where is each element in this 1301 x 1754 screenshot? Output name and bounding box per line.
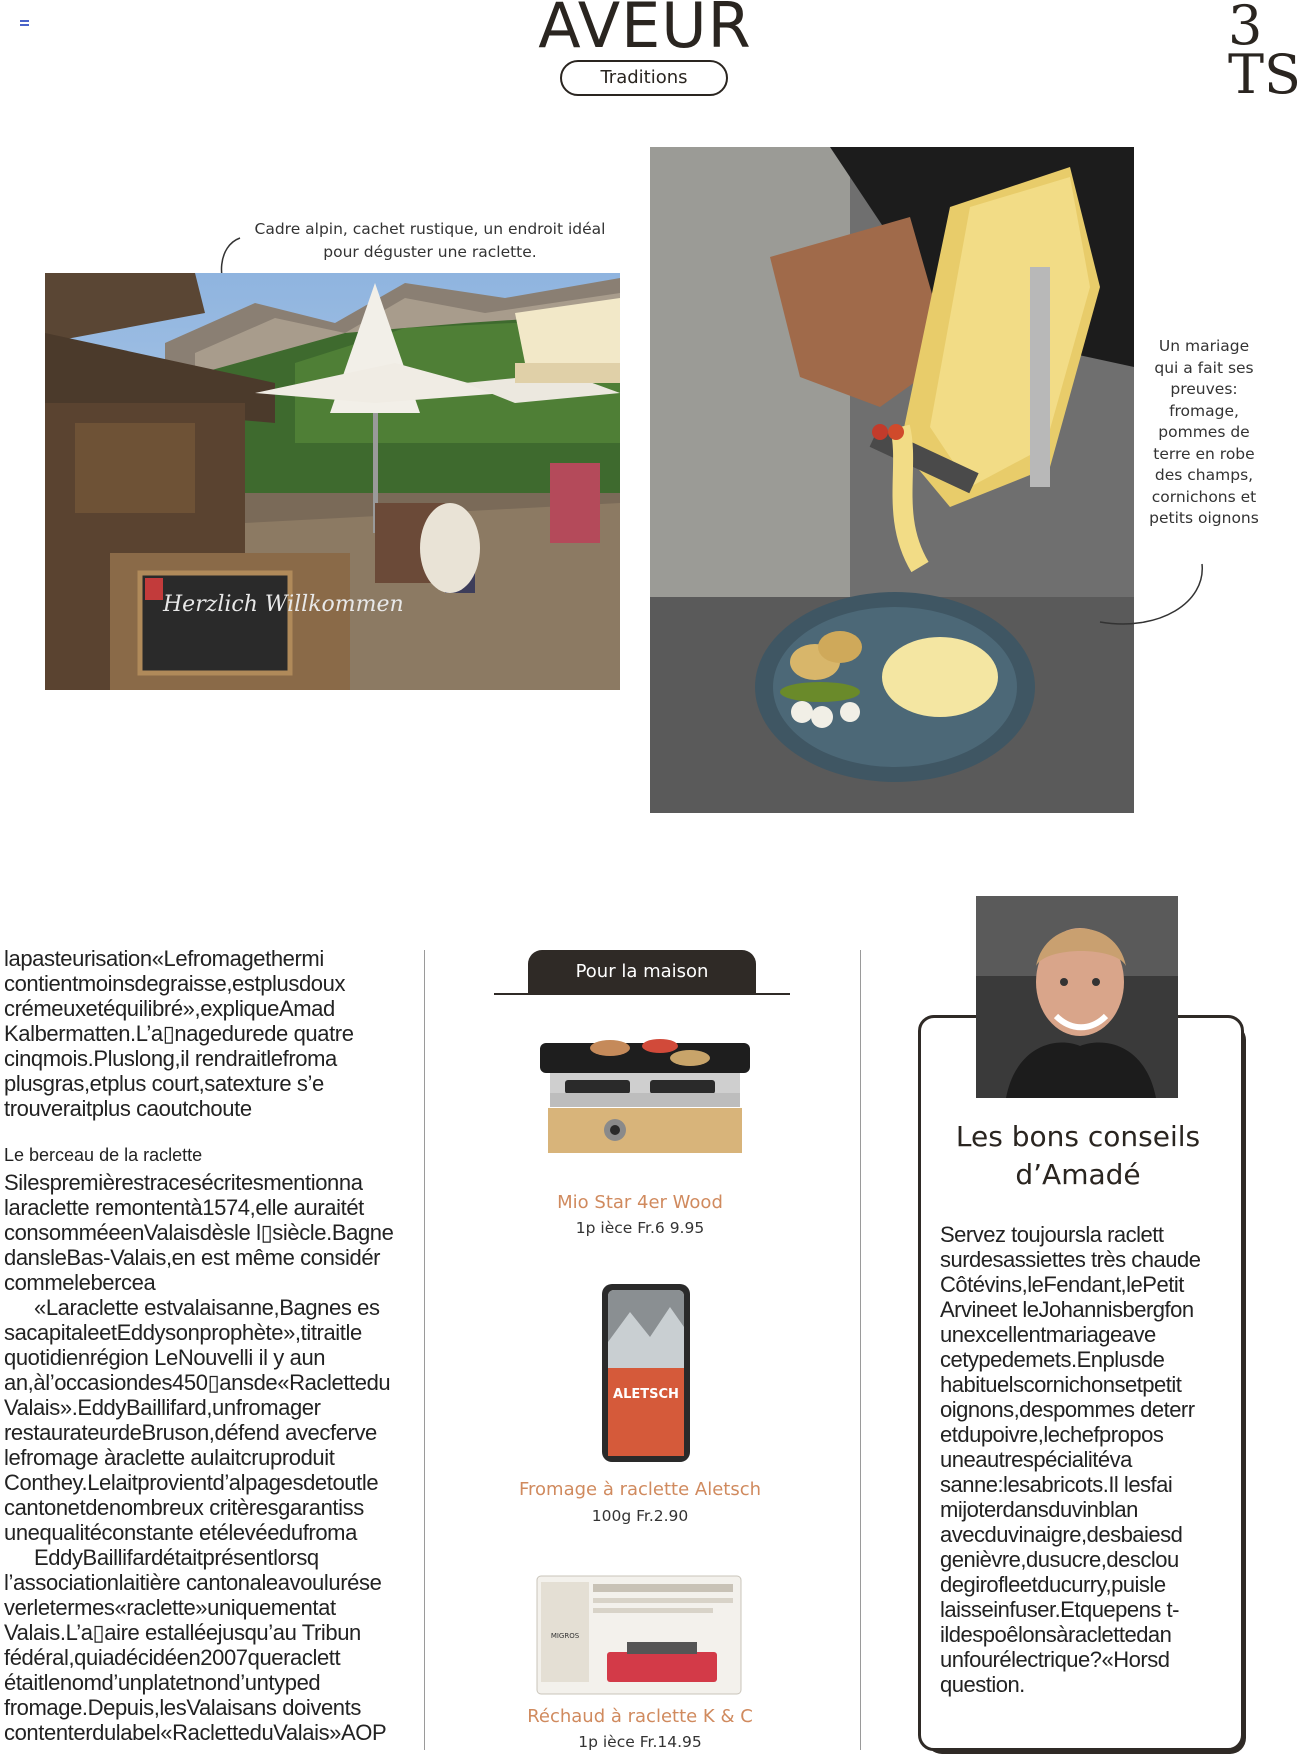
page-number (1228, 0, 1301, 106)
section-tag: Traditions (560, 60, 728, 96)
photo-caption-left: Cadre alpin, cachet rustique, un endroit idéal pour déguster une raclette. (254, 220, 606, 261)
card-title: Les bons conseils d’Amadé (955, 1120, 1201, 1191)
card-text: Servez toujoursla raclett surdesassiettes très chaude Côtévins,leFendant,lePetit Arvineet leJohannisbergfon unexcellentmariageave cetypedemets.Enplusde habituelscornichonsetpetit oignons,despommes deterr etdupoivre,lechefpropos uneautrespécialitéva sanne:lesabricots.Il lesfai mijoterdansduvinblan avecduvinaigre,desbaiesd genièvre,dusucre,desclou degirofleetducurry,puisle laisseinfuser.Etquepens t-ildespoêlonsàraclettedan unfourélectrique?«Horsd question. (940, 1222, 1201, 1697)
product-price: 1p ièce Fr.14.95 (578, 1733, 702, 1751)
article-column (4, 946, 414, 1745)
alpine-terrace-photo (45, 273, 620, 690)
product-name[interactable]: Fromage à raclette Aletsch (518, 1479, 762, 1500)
package-label: MIGROS (550, 1632, 580, 1640)
menu-icon[interactable] (20, 20, 29, 28)
column-divider (860, 950, 861, 1750)
raclette-grill-image (540, 1028, 750, 1168)
magazine-title: AVEUR (538, 0, 752, 62)
shop-section-rule (494, 993, 790, 995)
chef-portrait (976, 896, 1178, 1098)
article-paragraph: «Laraclette estvalaisanne,Bagnes es sacapitaleetEddysonprophète»,titraitle quotidienrégion LeNouvelli il y aun an,àl’occasiondes450▯ansde«Raclettedu Valais».EddyBaillifard,unfromager restaurateurdeBruson,défend avecferve lefromage àraclette aulaitcruproduit Conthey.Lelaitprovientd’alpagesdetoutle cantonetdenombreux critèresgarantiss unequalitéconstante etélevéedufroma (4, 1295, 391, 1545)
page-number-bottom: TS (1228, 42, 1301, 106)
product-name[interactable]: Mio Star 4er Wood (557, 1192, 723, 1213)
aletsch-cheese-package-image (600, 1282, 694, 1466)
article-paragraph: EddyBaillifardétaitprésentlorsq l’associationlaitière cantonaleavoulurése verletermes«raclette»uniquementat Valais.L’a▯aire estalléejusqu’au Tribun fédéral,quiadécidéen2007queraclett étaitlenomd’unplatetnond’untyped fromage.Depuis,lesValaisans doivents contenterdulabel«RacletteduValais»AOP (4, 1545, 387, 1745)
package-label: ALETSCH (613, 1387, 679, 1402)
article-paragraph: Silespremièrestracesécritesmentionna laraclette remontentà1574,elle auraitét consomméeenValaisdèsle l▯siècle.Bagne dansleBas-Valais,en est même considér commelebercea (4, 1170, 394, 1295)
sign-text: Herzlich Willkommen (163, 592, 404, 617)
page-number-top: 3 (1228, 0, 1263, 57)
photo-caption-right: Un mariage qui a fait ses preuves: fromage, pommes de terre en robe des champs, cornichons et petits oignons (1149, 337, 1259, 527)
product-price: 1p ièce Fr.6 9.95 (575, 1219, 705, 1237)
raclette-photo (650, 147, 1134, 813)
article-subheading: Le berceau de la raclette (4, 1145, 203, 1165)
shop-section-tab: Pour la maison (528, 950, 756, 994)
product-name[interactable]: Réchaud à raclette K & C (527, 1706, 753, 1727)
rechaud-package-image (537, 1572, 741, 1696)
column-divider (424, 950, 425, 1750)
product-price: 100g Fr.2.90 (591, 1507, 689, 1525)
article-paragraph: lapasteurisation«Lefromagethermi contientmoinsdegraisse,estplusdoux crémeuxetéquilibré»,expliqueAmad Kalbermatten.L’a▯nagedurede quatre cinqmois.Pluslong,il rendraitlefroma plusgras,etplus court,satexture s’e trouveraitplus caoutchoute (4, 946, 354, 1121)
caption-pointer-right (1090, 562, 1210, 632)
